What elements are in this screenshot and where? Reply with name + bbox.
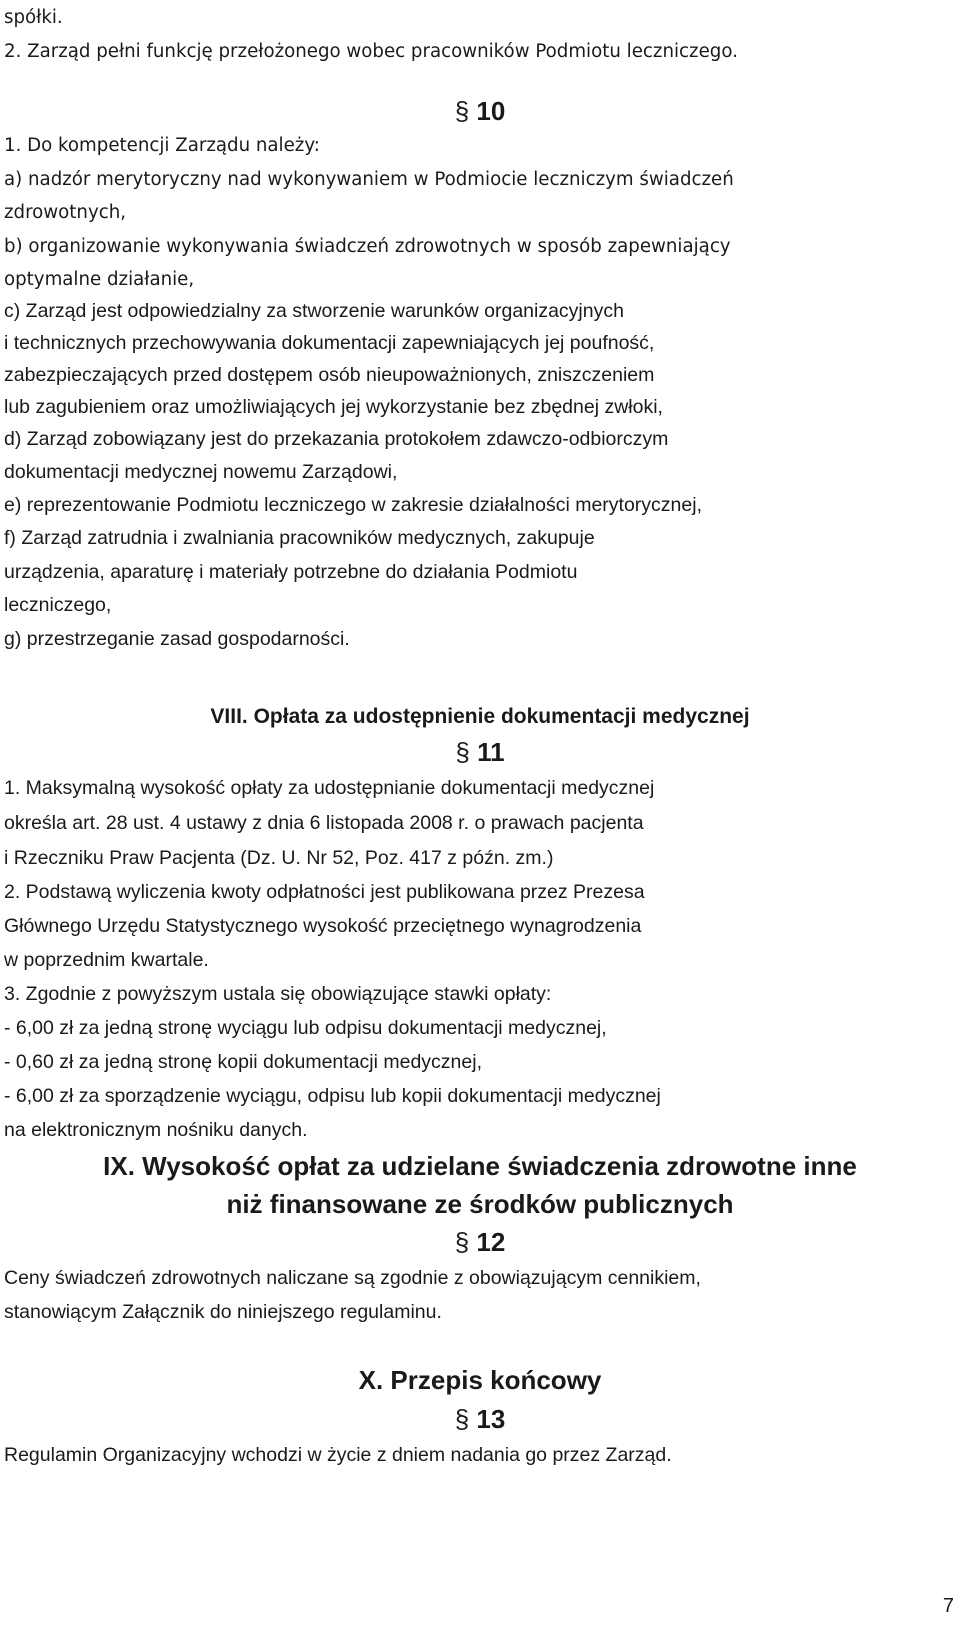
chapter-10-title: X. Przepis końcowy — [358, 1365, 602, 1395]
text-line: leczniczego, — [4, 594, 112, 616]
text-line: - 6,00 zł za jedną stronę wyciągu lub odpisu dokumentacji medycznej, — [4, 1017, 607, 1039]
text-line: Regulamin Organizacyjny wchodzi w życie z dniem nadania go przez Zarząd. — [4, 1444, 672, 1466]
section-number: 10 — [476, 96, 506, 126]
section-symbol: § — [454, 96, 470, 126]
text-line: Ceny świadczeń zdrowotnych naliczane są zgodnie z obowiązującym cennikiem, — [4, 1267, 701, 1289]
section-number: 13 — [476, 1404, 506, 1434]
text-line: zdrowotnych, — [4, 202, 127, 223]
section-number: 12 — [476, 1227, 506, 1257]
paragraph-10-heading — [4, 95, 956, 127]
section-number: 11 — [477, 737, 505, 767]
page-number: 7 — [942, 1595, 954, 1617]
text-line: - 6,00 zł za sporządzenie wyciągu, odpisu lub kopii dokumentacji medycznej — [4, 1085, 661, 1107]
text-line: stanowiącym Załącznik do niniejszego regulaminu. — [4, 1301, 442, 1323]
text-line: zabezpieczających przed dostępem osób nieupoważnionych, zniszczeniem — [4, 364, 655, 386]
text-line: na elektronicznym nośniku danych. — [4, 1119, 308, 1141]
text-line: urządzenia, aparaturę i materiały potrzebne do działania Podmiotu — [4, 561, 578, 583]
section-symbol: § — [454, 1227, 470, 1257]
text-line: 2. Zarząd pełni funkcję przełożonego wobec pracowników Podmiotu leczniczego. — [4, 41, 738, 62]
section-symbol: § — [454, 1404, 470, 1434]
text-line: a) nadzór merytoryczny nad wykonywaniem w Podmiocie leczniczym świadczeń — [4, 169, 734, 190]
text-line: lub zagubieniem oraz umożliwiających jej wykorzystanie bez zbędnej zwłoki, — [4, 396, 663, 418]
text-line: - 0,60 zł za jedną stronę kopii dokumentacji medycznej, — [4, 1051, 482, 1073]
text-line: 1. Maksymalną wysokość opłaty za udostępnianie dokumentacji medycznej — [4, 777, 655, 799]
text-line: i Rzeczniku Praw Pacjenta (Dz. U. Nr 52, Poz. 417 z późn. zm.) — [4, 847, 554, 869]
text-line: d) Zarząd zobowiązany jest do przekazania protokołem zdawczo-odbiorczym — [4, 428, 669, 450]
text-line: 2. Podstawą wyliczenia kwoty odpłatności jest publikowana przez Prezesa — [4, 881, 645, 903]
section-symbol: § — [455, 737, 470, 767]
text-line: optymalne działanie, — [4, 269, 195, 290]
paragraph-12-heading — [4, 1226, 956, 1258]
text-line: g) przestrzeganie zasad gospodarności. — [4, 628, 350, 650]
text-line: e) reprezentowanie Podmiotu leczniczego w zakresie działalności merytorycznej, — [4, 494, 702, 516]
paragraph-13-heading — [4, 1403, 956, 1435]
text-line: 1. Do kompetencji Zarządu należy: — [4, 135, 320, 156]
text-line: b) organizowanie wykonywania świadczeń zdrowotnych w sposób zapewniający — [4, 236, 731, 257]
text-line: spółki. — [4, 7, 63, 28]
text-line: c) Zarząd jest odpowiedzialny za stworzenie warunków organizacyjnych — [4, 300, 624, 322]
text-line: f) Zarząd zatrudnia i zwalniania pracowników medycznych, zakupuje — [4, 527, 595, 549]
paragraph-11-heading — [4, 736, 956, 768]
chapter-9-title-line-2: niż finansowane ze środków publicznych — [226, 1189, 734, 1219]
text-line: i technicznych przechowywania dokumentacji zapewniających jej poufność, — [4, 332, 655, 354]
text-line: Głównego Urzędu Statystycznego wysokość przeciętnego wynagrodzenia — [4, 915, 642, 937]
text-line: w poprzednim kwartale. — [4, 949, 209, 971]
chapter-9-title-line-1: IX. Wysokość opłat za udzielane świadczenia zdrowotne inne — [103, 1151, 857, 1181]
text-line: dokumentacji medycznej nowemu Zarządowi, — [4, 461, 398, 483]
chapter-8-title: VIII. Opłata za udostępnienie dokumentacji medycznej — [210, 705, 750, 728]
text-line: określa art. 28 ust. 4 ustawy z dnia 6 listopada 2008 r. o prawach pacjenta — [4, 812, 644, 834]
text-line: 3. Zgodnie z powyższym ustala się obowiązujące stawki opłaty: — [4, 983, 552, 1005]
